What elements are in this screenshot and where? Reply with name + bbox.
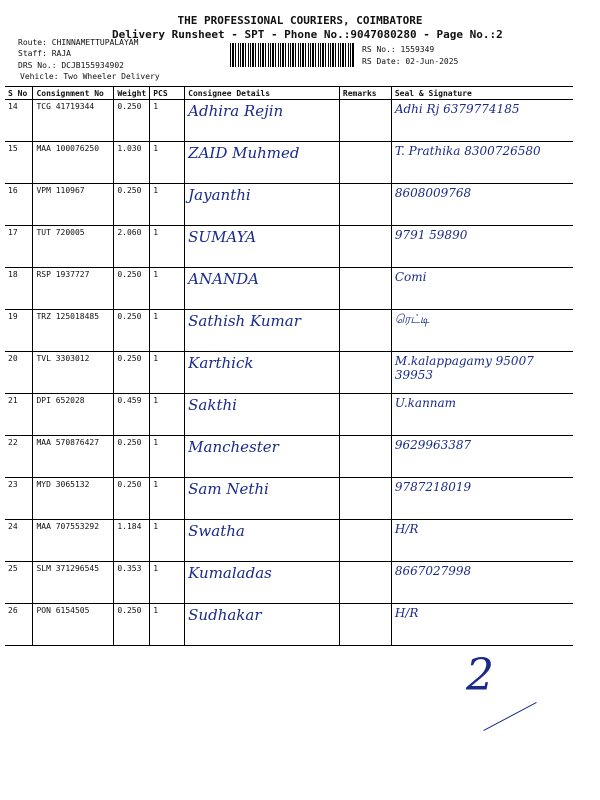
row-signature: 8608009768 bbox=[391, 184, 573, 226]
row-consignee: Sakthi bbox=[185, 394, 340, 436]
table-row bbox=[5, 226, 573, 268]
row-remarks bbox=[339, 226, 391, 268]
row-consignee: ZAID Muhmed bbox=[185, 142, 340, 184]
row-pcs: 1 bbox=[150, 394, 185, 436]
table-row bbox=[5, 142, 573, 184]
row-remarks bbox=[339, 352, 391, 394]
page-mark-stroke bbox=[483, 702, 536, 731]
row-signature: 9787218019 bbox=[391, 478, 573, 520]
row-sno: 18 bbox=[5, 268, 33, 310]
page-mark: 2 bbox=[466, 650, 494, 701]
col-weight: Weight bbox=[114, 87, 150, 100]
row-signature: H/R bbox=[391, 604, 573, 646]
runsheet-table bbox=[5, 86, 573, 646]
row-signature: M.kalappagamy 95007 39953 bbox=[391, 352, 573, 394]
row-pcs: 1 bbox=[150, 478, 185, 520]
company-title: THE PROFESSIONAL COURIERS, COIMBATORE bbox=[177, 14, 423, 27]
row-sno: 25 bbox=[5, 562, 33, 604]
row-sno: 16 bbox=[5, 184, 33, 226]
row-consignee: Adhira Rejin bbox=[185, 100, 340, 142]
row-weight: 0.250 bbox=[114, 184, 150, 226]
route-label: Route: CHINNAMETTUPALAYAM bbox=[18, 38, 139, 47]
row-signature: 9791 59890 bbox=[391, 226, 573, 268]
row-consignee: ANANDA bbox=[185, 268, 340, 310]
table-row bbox=[5, 478, 573, 520]
row-remarks bbox=[339, 436, 391, 478]
row-consignment: MAA 707553292 bbox=[33, 520, 114, 562]
row-remarks bbox=[339, 604, 391, 646]
row-remarks bbox=[339, 520, 391, 562]
table-row bbox=[5, 562, 573, 604]
row-consignment: TVL 3303012 bbox=[33, 352, 114, 394]
row-pcs: 1 bbox=[150, 268, 185, 310]
row-consignment: PON 6154505 bbox=[33, 604, 114, 646]
row-sno: 21 bbox=[5, 394, 33, 436]
row-pcs: 1 bbox=[150, 100, 185, 142]
row-signature: U.kannam bbox=[391, 394, 573, 436]
row-consignment: VPM 110967 bbox=[33, 184, 114, 226]
rs-number: RS No.: 1559349 bbox=[362, 45, 435, 54]
row-pcs: 1 bbox=[150, 310, 185, 352]
row-consignee: SUMAYA bbox=[185, 226, 340, 268]
row-signature: 9629963387 bbox=[391, 436, 573, 478]
row-remarks bbox=[339, 478, 391, 520]
row-signature: 8667027998 bbox=[391, 562, 573, 604]
row-consignee: Karthick bbox=[185, 352, 340, 394]
table-header bbox=[5, 87, 573, 100]
row-remarks bbox=[339, 184, 391, 226]
runsheet-title: Delivery Runsheet - SPT - Phone No.:9047080280 - Page No.:2 bbox=[112, 28, 503, 41]
row-weight: 0.250 bbox=[114, 436, 150, 478]
row-weight: 0.250 bbox=[114, 310, 150, 352]
row-consignee: Sathish Kumar bbox=[185, 310, 340, 352]
row-signature: Adhi Rj 6379774185 bbox=[391, 100, 573, 142]
row-weight: 0.250 bbox=[114, 604, 150, 646]
row-consignment: MYD 3065132 bbox=[33, 478, 114, 520]
row-consignment: MAA 100076250 bbox=[33, 142, 114, 184]
row-pcs: 1 bbox=[150, 436, 185, 478]
table-row bbox=[5, 268, 573, 310]
row-remarks bbox=[339, 268, 391, 310]
row-pcs: 1 bbox=[150, 562, 185, 604]
row-consignment: TRZ 125018485 bbox=[33, 310, 114, 352]
row-signature: H/R bbox=[391, 520, 573, 562]
row-consignee: Manchester bbox=[185, 436, 340, 478]
row-consignee: Swatha bbox=[185, 520, 340, 562]
row-sno: 20 bbox=[5, 352, 33, 394]
row-weight: 0.250 bbox=[114, 478, 150, 520]
row-consignee: Sam Nethi bbox=[185, 478, 340, 520]
table-row bbox=[5, 310, 573, 352]
row-remarks bbox=[339, 562, 391, 604]
row-remarks bbox=[339, 100, 391, 142]
table-row bbox=[5, 520, 573, 562]
row-consignment: TUT 720005 bbox=[33, 226, 114, 268]
row-sno: 23 bbox=[5, 478, 33, 520]
row-sno: 26 bbox=[5, 604, 33, 646]
row-signature: T. Prathika 8300726580 bbox=[391, 142, 573, 184]
col-consignment: Consignment No bbox=[33, 87, 114, 100]
row-pcs: 1 bbox=[150, 604, 185, 646]
row-remarks bbox=[339, 310, 391, 352]
row-consignment: DPI 652028 bbox=[33, 394, 114, 436]
table-row bbox=[5, 184, 573, 226]
table-row bbox=[5, 604, 573, 646]
col-consignee: Consignee Details bbox=[185, 87, 340, 100]
row-weight: 0.250 bbox=[114, 268, 150, 310]
table-row bbox=[5, 394, 573, 436]
row-pcs: 1 bbox=[150, 184, 185, 226]
staff-label: Staff: RAJA bbox=[18, 49, 71, 58]
row-signature: ரெட்டி bbox=[391, 310, 573, 352]
row-sno: 14 bbox=[5, 100, 33, 142]
row-weight: 2.060 bbox=[114, 226, 150, 268]
row-consignee: Kumaladas bbox=[185, 562, 340, 604]
col-sno: S No bbox=[5, 87, 33, 100]
row-consignment: RSP 1937727 bbox=[33, 268, 114, 310]
barcode bbox=[230, 43, 354, 67]
row-remarks bbox=[339, 142, 391, 184]
drs-label: DRS No.: DCJB155934902 bbox=[18, 61, 124, 70]
row-weight: 1.184 bbox=[114, 520, 150, 562]
row-weight: 0.353 bbox=[114, 562, 150, 604]
rs-date: RS Date: 02-Jun-2025 bbox=[362, 57, 459, 66]
row-consignment: TCG 41719344 bbox=[33, 100, 114, 142]
row-pcs: 1 bbox=[150, 520, 185, 562]
row-weight: 0.459 bbox=[114, 394, 150, 436]
table-row bbox=[5, 436, 573, 478]
col-pcs: PCS bbox=[150, 87, 185, 100]
row-signature: Comi bbox=[391, 268, 573, 310]
row-weight: 1.030 bbox=[114, 142, 150, 184]
row-pcs: 1 bbox=[150, 352, 185, 394]
row-pcs: 1 bbox=[150, 226, 185, 268]
row-sno: 17 bbox=[5, 226, 33, 268]
row-consignee: Sudhakar bbox=[185, 604, 340, 646]
row-pcs: 1 bbox=[150, 142, 185, 184]
row-consignment: MAA 570876427 bbox=[33, 436, 114, 478]
row-remarks bbox=[339, 394, 391, 436]
row-consignee: Jayanthi bbox=[185, 184, 340, 226]
table-row bbox=[5, 100, 573, 142]
row-sno: 24 bbox=[5, 520, 33, 562]
col-signature: Seal & Signature bbox=[391, 87, 573, 100]
col-remarks: Remarks bbox=[339, 87, 391, 100]
row-consignment: SLM 371296545 bbox=[33, 562, 114, 604]
table-row bbox=[5, 352, 573, 394]
row-sno: 19 bbox=[5, 310, 33, 352]
row-sno: 22 bbox=[5, 436, 33, 478]
row-weight: 0.250 bbox=[114, 352, 150, 394]
row-sno: 15 bbox=[5, 142, 33, 184]
row-weight: 0.250 bbox=[114, 100, 150, 142]
vehicle-label: Vehicle: Two Wheeler Delivery bbox=[20, 72, 160, 81]
